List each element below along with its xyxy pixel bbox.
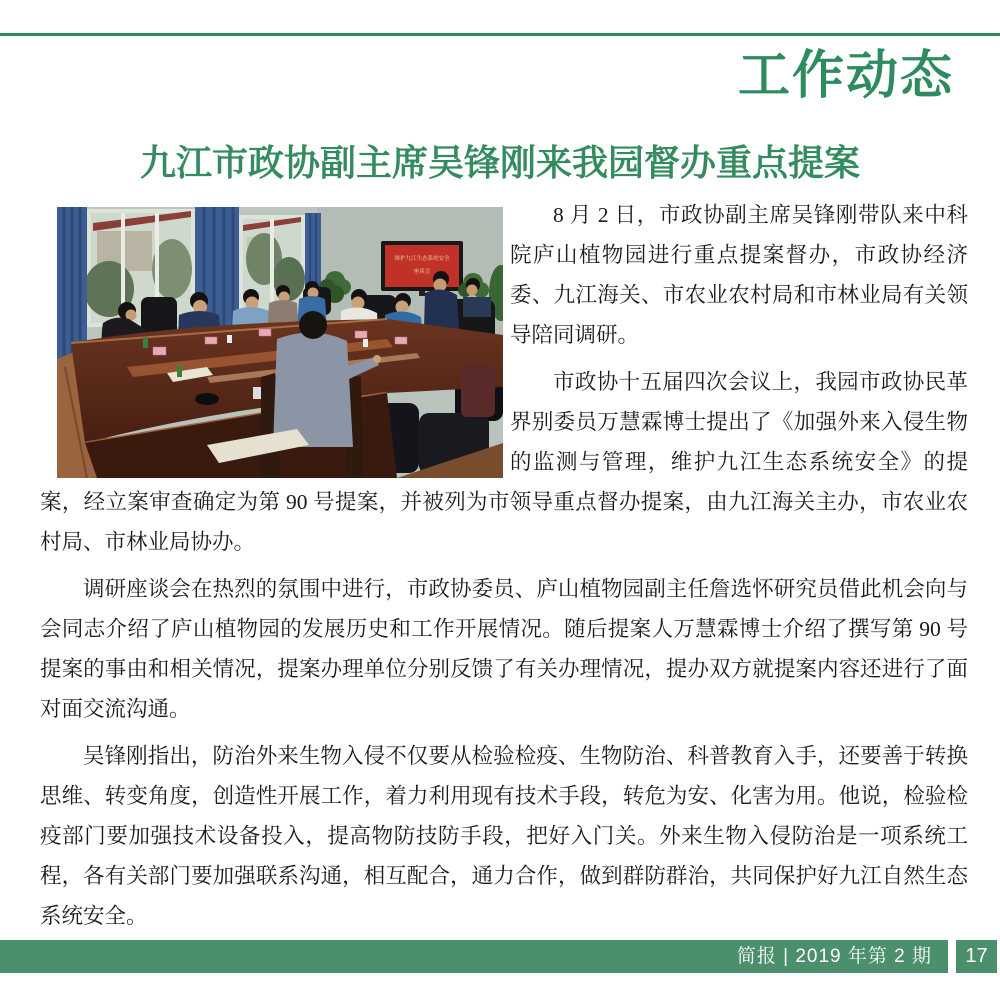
body-paragraph: 市政协十五届四次会议上，我园市政协民革界别委员万慧霖博士提出了《加强外来入侵生物的监测与管理，维护九江生态系统安全》的提案，经立案审查确定为第 90 号提案，并被列为市领导重点督办提案，由九江海关主办，市农业农村局、市林业局协办。 bbox=[40, 370, 968, 554]
article-body bbox=[40, 195, 968, 943]
body-paragraph: 吴锋刚指出，防治外来生物入侵不仅要从检验检疫、生物防治、科普教育入手，还要善于转换思维、转变角度，创造性开展工作，着力利用现有技术手段，转危为安、化害为用。他说，检验检疫部门要加强技术设备投入，提高物防技防手段，把好入门关。外来生物入侵防治是一项系统工程，各有关部门要加强联系沟通，相互配合，通力合作，做到群防群治，共同保护好九江自然生态系统安全。 bbox=[40, 744, 968, 928]
body-paragraph: 调研座谈会在热烈的氛围中进行，市政协委员、庐山植物园副主任詹选怀研究员借此机会向与会同志介绍了庐山植物园的发展历史和工作开展情况。随后提案人万慧霖博士介绍了撰写第 90 号提案的事由和相关情况，提案办理单位分别反馈了有关办理情况，提办双方就提案内容还进行了面对面交流沟通。 bbox=[40, 577, 968, 721]
page-number-badge: 17 bbox=[956, 940, 997, 973]
footer-bar bbox=[0, 940, 948, 973]
meeting-photo-illustration bbox=[57, 207, 503, 478]
window-left bbox=[84, 209, 195, 327]
meeting-photo bbox=[57, 207, 503, 478]
footer-issue-label: 简报 | 2019 年第 2 期 bbox=[736, 946, 932, 967]
article-headline: 九江市政协副主席吴锋刚来我园督办重点提案 bbox=[139, 142, 860, 183]
screen-title-line2: 座谈会 bbox=[413, 269, 431, 275]
body-paragraph: 8 月 2 日，市政协副主席吴锋刚带队来中科院庐山植物园进行重点提案督办，市政协经济委、九江海关、市农业农村局和市林业局有关领导陪同调研。 bbox=[510, 203, 968, 347]
projection-screen bbox=[381, 241, 463, 296]
section-title: 工作动态 bbox=[737, 48, 954, 105]
header-rule bbox=[0, 33, 1000, 36]
screen-title-line1: 维护九江生态系统安全 bbox=[394, 256, 450, 262]
